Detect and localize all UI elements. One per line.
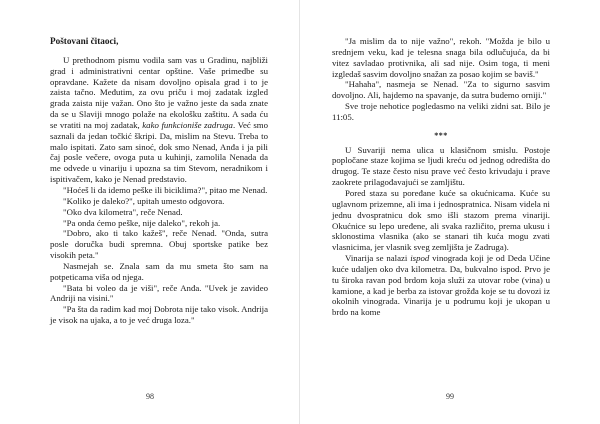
paragraph: "Dobro, ako ti tako kažeš", reče Nenad. "Onda, sutra posle doručka budi spremna. Obuj sportske patike bez visokih peta." — [50, 228, 268, 261]
paragraph-text: . Već smo saznali da jedan točkić škripi. Da, mislim na Stevu. Treba to malo ispitati. Zato sam sinoć, dok smo Nenad, Anđa i ja pili čaj posle večere, ovoga puta u kuhinji, zamolila Nenada da me odvede u vinariju i upozna sa tim Stevom, neradnikom i ispitivačem, kako je Nenad predstavio. — [50, 119, 268, 185]
italic-phrase: kako funkcioniše zadruga — [142, 119, 233, 130]
paragraph: "Bata bi voleo da je viši", reče Anđa. "Uvek je zavideo Andriji na visini." — [50, 282, 268, 304]
paragraph: "Ja mislim da to nije važno", rekoh. "Možda je bilo u srednjem veku, kad je telesna snaga bila odlučujuća, da bi vitez savladao protivnika, ali sad nije. Osim toga, ti meni izgledaš sasvim dovoljno snažan za posao kojim se baviš." — [332, 36, 550, 79]
paragraph: Sve troje nehotice pogledasmo na veliki zidni sat. Bilo je 11:05. — [332, 101, 550, 122]
left-page-text — [50, 36, 268, 326]
section-separator: *** — [434, 130, 448, 140]
page-number-right: 99 — [446, 392, 454, 401]
paragraph: "Koliko je daleko?", upitah umesto odgovora. — [63, 195, 225, 206]
paragraph — [50, 55, 268, 185]
paragraph: "Hahaha", nasmeja se Nenad. "Za to sigurno sasvim dovoljno. Ali, hajdemo na spavanje, da sutra budemo orniji." — [332, 79, 550, 101]
right-page-text — [332, 36, 550, 318]
paragraph: Nasmejah se. Znala sam da mu smeta što sam na potpeticama viša od njega. — [50, 260, 268, 282]
page-number-left: 98 — [146, 392, 154, 401]
paragraph: Pored staza su poređane kuće sa okućnicama. Kuće su uglavnom prizemne, ali ima i jednospratnica. Nisam videla ni jednu dvospratnicu dok smo išli stazom prema vinariji. Okućnice su lepo uređene, ali svaka različito, prema ukusu i sklonostima vlasnika (ako se stanari tih kuća mogu zvati vlasnicima, jer vlasnik sveg zemljišta je Zadruga). — [332, 187, 550, 253]
paragraph: U Suvariji nema ulica u klasičnom smislu. Postoje popločane staze kojima se ljudi kreću od jednog odredišta do drugog. Te staze često nisu prave već često krivudaju i prave zaokrete prilagođavajući se zamljištu. — [332, 144, 550, 188]
paragraph: "Pa onda ćemo peške, nije daleko", rekoh ja. — [63, 217, 221, 228]
right-page — [300, 0, 600, 424]
paragraph-text: vinograda koji je od Deda Učine kuće udaljen oko dva kilometra. Da, bukvalno ispod. Prvo je tu široka ravan pod brdom koja služi za utovar robe (vina) u kamione, a kad je berba za istovar grožđa koje se tu dovozi iz okolnih vinograda. Vinarija je u podrumu koji je ukopan u brdo na kome — [332, 253, 550, 318]
italic-word: ispod — [410, 253, 430, 264]
letter-salutation: Poštovani čitaoci, — [50, 36, 119, 46]
paragraph-text: U prethodnom pismu vodila sam vas u Gradinu, najbliži grad i administrativni centar opštine. Vaše primedbe su opravdane. Kažete da nisam dovoljno opisala grad i to je zaista tačno. Međutim, za ovu priču i moj zadatak izgled grada zaista nije važan. Ono što je važno jeste da sada znate da se u Slaviji mnogo polaže na ekološku zaštitu. A sada ću se vratiti na moj zadatak, — [50, 54, 268, 130]
paragraph: "Hoćeš li da idemo peške ili biciklima?", pitao me Nenad. — [63, 184, 268, 195]
paragraph-text: Vinarija se nalazi — [345, 253, 411, 264]
paragraph — [332, 253, 550, 318]
paragraph: "Pa šta da radim kad moj Dobrota nije tako visok. Andrija je visok na ujaka, a to je već druga loza." — [50, 304, 268, 326]
paragraph: "Oko dva kilometra", reče Nenad. — [63, 206, 183, 217]
